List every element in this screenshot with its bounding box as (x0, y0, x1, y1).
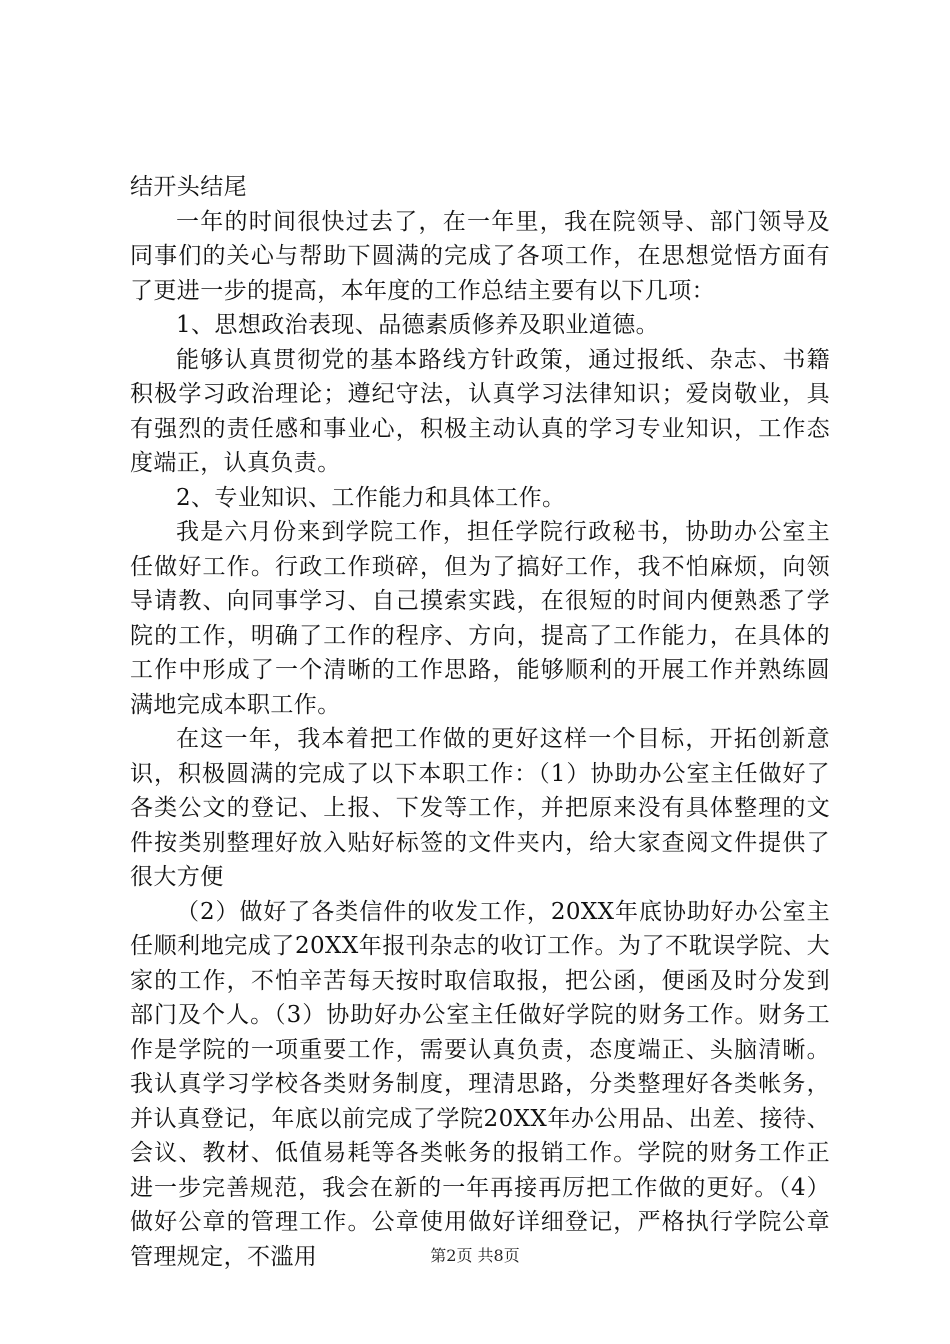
paragraph-intro: 一年的时间很快过去了，在一年里，我在院领导、部门领导及同事们的关心与帮助下圆满的完成了各项工作，在思想觉悟方面有了更进一步的提高，本年度的工作总结主要有以下几项： (130, 208, 830, 304)
document-heading: 结开头结尾 (130, 174, 247, 200)
paragraph-section-2: 我是六月份来到学院工作，担任学院行政秘书，协助办公室主任做好工作。行政工作琐碎，但为了搞好工作，我不怕麻烦，向领导请教、向同事学习、自己摸索实践，在很短的时间内便熟悉了学院的工作，明确了工作的程序、方向，提高了工作能力，在具体的工作中形成了一个清晰的工作思路，能够顺利的开展工作并熟练圆满地完成本职工作。 (130, 519, 830, 718)
paragraph-duties-continued: （2）做好了各类信件的收发工作，20XX年底协助好办公室主任顺利地完成了20XX年报刊杂志的收订工作。为了不耽误学院、大家的工作，不怕辛苦每天按时取信取报，把公函，便函及时分发到部门及个人。（3）协助好办公室主任做好学院的财务工作。财务工作是学院的一项重要工作，需要认真负责，态度端正、头脑清晰。我认真学习学校各类财务制度，理清思路，分类整理好各类帐务，并认真登记，年底以前完成了学院20XX年办公用品、出差、接待、会议、教材、低值易耗等各类帐务的报销工作。学院的财务工作正进一步完善规范，我会在新的一年再接再厉把工作做的更好。（4）做好公章的管理工作。公章使用做好详细登记，严格执行学院公章管理规定，不滥用 (130, 898, 830, 1270)
paragraph-section-1: 能够认真贯彻党的基本路线方针政策，通过报纸、杂志、书籍积极学习政治理论；遵纪守法，认真学习法律知识；爱岗敬业，具有强烈的责任感和事业心，积极主动认真的学习专业知识，工作态度端正，认真负责。 (130, 346, 830, 476)
section-heading-1: 1、思想政治表现、品德素质修养及职业道德。 (176, 312, 660, 338)
page-number: 第2页 共8页 (430, 1246, 520, 1265)
paragraph-duties: 在这一年，我本着把工作做的更好这样一个目标，开拓创新意识，积极圆满的完成了以下本职工作：（1）协助办公室主任做好了各类公文的登记、上报、下发等工作，并把原来没有具体整理的文件按类别整理好放入贴好标签的文件夹内，给大家查阅文件提供了很大方便 (130, 726, 830, 890)
section-heading-2: 2、专业知识、工作能力和具体工作。 (176, 484, 566, 511)
document-body (130, 170, 830, 1274)
